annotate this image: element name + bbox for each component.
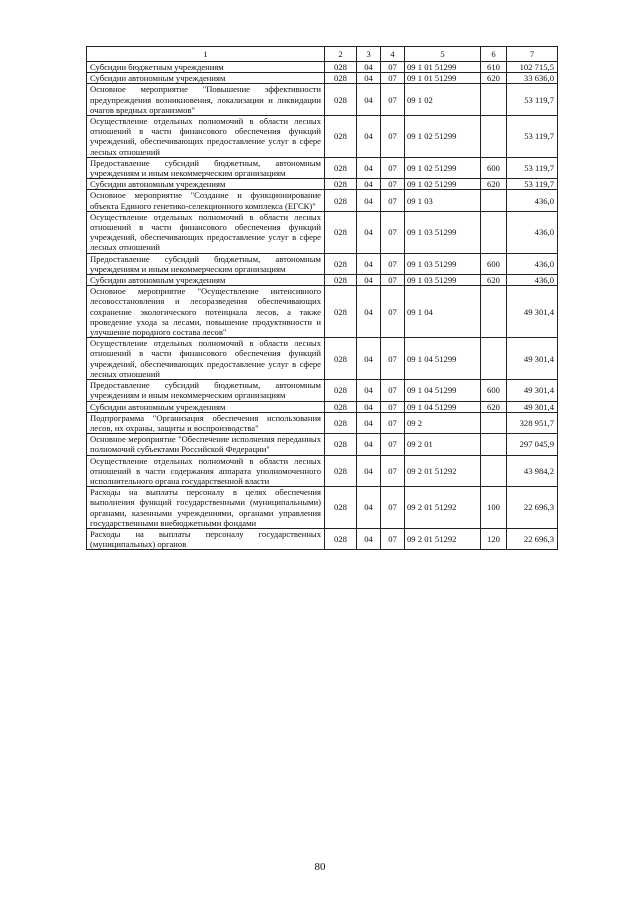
header-row	[87, 47, 558, 62]
section-code-cell: 04	[357, 380, 381, 401]
section-code-cell: 04	[357, 211, 381, 253]
admin-code-cell: 028	[325, 116, 357, 158]
target-article-cell: 09 2 01 51292	[405, 528, 481, 549]
row-name-cell: Осуществление отдельных полномочий в области лесных отношений в части финансового обеспечения функций учреждений, обеспечивающих предоставление услуг в сфере лесных отношений	[87, 116, 325, 158]
table-row	[87, 412, 558, 433]
target-article-cell: 09 1 02	[405, 84, 481, 116]
table-row	[87, 338, 558, 380]
admin-code-cell: 028	[325, 455, 357, 487]
row-name-cell: Предоставление субсидий бюджетным, автономным учреждениям и иным некоммерческим организациям	[87, 157, 325, 178]
admin-code-cell: 028	[325, 401, 357, 412]
section-code-cell: 04	[357, 179, 381, 190]
target-article-cell: 09 1 02 51299	[405, 116, 481, 158]
target-article-cell: 09 1 04 51299	[405, 401, 481, 412]
expense-type-cell	[481, 338, 507, 380]
admin-code-cell: 028	[325, 380, 357, 401]
subsection-code-cell: 07	[381, 211, 405, 253]
table-row	[87, 253, 558, 274]
admin-code-cell: 028	[325, 253, 357, 274]
section-code-cell: 04	[357, 434, 381, 455]
admin-code-cell: 028	[325, 157, 357, 178]
subsection-code-cell: 07	[381, 487, 405, 529]
table-row	[87, 380, 558, 401]
table-row	[87, 179, 558, 190]
admin-code-cell: 028	[325, 211, 357, 253]
amount-cell: 436,0	[507, 275, 558, 286]
subsection-code-cell: 07	[381, 401, 405, 412]
section-code-cell: 04	[357, 73, 381, 84]
amount-cell: 436,0	[507, 190, 558, 211]
section-code-cell: 04	[357, 528, 381, 549]
table-row	[87, 84, 558, 116]
section-code-cell: 04	[357, 487, 381, 529]
subsection-code-cell: 07	[381, 179, 405, 190]
amount-cell: 102 715,5	[507, 62, 558, 73]
expense-type-cell: 610	[481, 62, 507, 73]
expense-type-cell: 100	[481, 487, 507, 529]
section-code-cell: 04	[357, 275, 381, 286]
subsection-code-cell: 07	[381, 73, 405, 84]
subsection-code-cell: 07	[381, 253, 405, 274]
section-code-cell: 04	[357, 401, 381, 412]
table-row	[87, 401, 558, 412]
admin-code-cell: 028	[325, 286, 357, 338]
row-name-cell: Субсидии автономным учреждениям	[87, 179, 325, 190]
table-row	[87, 286, 558, 338]
table-row	[87, 275, 558, 286]
admin-code-cell: 028	[325, 84, 357, 116]
section-code-cell: 04	[357, 190, 381, 211]
amount-cell: 33 636,0	[507, 73, 558, 84]
table-row	[87, 487, 558, 529]
subsection-code-cell: 07	[381, 455, 405, 487]
subsection-code-cell: 07	[381, 62, 405, 73]
admin-code-cell: 028	[325, 434, 357, 455]
row-name-cell: Расходы на выплаты персоналу государственных (муниципальных) органов	[87, 528, 325, 549]
subsection-code-cell: 07	[381, 338, 405, 380]
budget-table	[86, 46, 558, 550]
expense-type-cell	[481, 211, 507, 253]
row-name-cell: Основное мероприятие "Создание и функционирование объекта Единого генетико-селекционного комплекса (ЕГСК)"	[87, 190, 325, 211]
target-article-cell: 09 1 01 51299	[405, 73, 481, 84]
amount-cell: 49 301,4	[507, 401, 558, 412]
subsection-code-cell: 07	[381, 116, 405, 158]
target-article-cell: 09 1 02 51299	[405, 179, 481, 190]
row-name-cell: Субсидии бюджетным учреждениям	[87, 62, 325, 73]
subsection-code-cell: 07	[381, 84, 405, 116]
table-row	[87, 73, 558, 84]
header-cell: 4	[381, 47, 405, 62]
table-row	[87, 116, 558, 158]
expense-type-cell: 120	[481, 528, 507, 549]
target-article-cell: 09 1 02 51299	[405, 157, 481, 178]
subsection-code-cell: 07	[381, 380, 405, 401]
expense-type-cell: 620	[481, 275, 507, 286]
amount-cell: 436,0	[507, 253, 558, 274]
subsection-code-cell: 07	[381, 190, 405, 211]
page-number: 80	[314, 861, 326, 873]
section-code-cell: 04	[357, 412, 381, 433]
row-name-cell: Субсидии автономным учреждениям	[87, 275, 325, 286]
row-name-cell: Осуществление отдельных полномочий в области лесных отношений в части содержания аппарата уполномоченного исполнительного органа государственной власти	[87, 455, 325, 487]
expense-type-cell: 600	[481, 253, 507, 274]
expense-type-cell	[481, 84, 507, 116]
subsection-code-cell: 07	[381, 528, 405, 549]
row-name-cell: Подпрограмма "Организация обеспечения использования лесов, их охраны, защиты и воспроизводства"	[87, 412, 325, 433]
admin-code-cell: 028	[325, 528, 357, 549]
subsection-code-cell: 07	[381, 286, 405, 338]
subsection-code-cell: 07	[381, 157, 405, 178]
row-name-cell: Осуществление отдельных полномочий в области лесных отношений в части финансового обеспечения функций учреждений, обеспечивающих предоставление услуг в сфере лесных отношений	[87, 338, 325, 380]
admin-code-cell: 028	[325, 62, 357, 73]
amount-cell: 53 119,7	[507, 157, 558, 178]
row-name-cell: Предоставление субсидий бюджетным, автономным учреждениям и иным некоммерческим организациям	[87, 253, 325, 274]
table-row	[87, 211, 558, 253]
row-name-cell: Расходы на выплаты персоналу в целях обеспечения выполнения функций государственными (муниципальными) органами, казенными учреждениями, органами управления государственными внебюджетными фондами	[87, 487, 325, 529]
table-row	[87, 434, 558, 455]
amount-cell: 49 301,4	[507, 338, 558, 380]
target-article-cell: 09 2	[405, 412, 481, 433]
subsection-code-cell: 07	[381, 412, 405, 433]
section-code-cell: 04	[357, 62, 381, 73]
amount-cell: 53 119,7	[507, 116, 558, 158]
admin-code-cell: 028	[325, 275, 357, 286]
table-row	[87, 157, 558, 178]
section-code-cell: 04	[357, 116, 381, 158]
amount-cell: 328 951,7	[507, 412, 558, 433]
target-article-cell: 09 1 03 51299	[405, 253, 481, 274]
expense-type-cell	[481, 434, 507, 455]
section-code-cell: 04	[357, 338, 381, 380]
admin-code-cell: 028	[325, 190, 357, 211]
amount-cell: 436,0	[507, 211, 558, 253]
subsection-code-cell: 07	[381, 434, 405, 455]
target-article-cell: 09 2 01 51292	[405, 487, 481, 529]
target-article-cell: 09 1 04 51299	[405, 338, 481, 380]
table-row	[87, 190, 558, 211]
admin-code-cell: 028	[325, 338, 357, 380]
row-name-cell: Основное мероприятие "Осуществление интенсивного лесовосстановления и лесоразведения обеспечивающих сохранение экологического потенциала лесов, а также проведение ухода за лесами, повышение продуктивности и улучшение породного состава лесов"	[87, 286, 325, 338]
section-code-cell: 04	[357, 455, 381, 487]
header-cell: 3	[357, 47, 381, 62]
amount-cell: 53 119,7	[507, 84, 558, 116]
header-cell: 7	[507, 47, 558, 62]
section-code-cell: 04	[357, 286, 381, 338]
target-article-cell: 09 1 03	[405, 190, 481, 211]
row-name-cell: Предоставление субсидий бюджетным, автономным учреждениям и иным некоммерческим организациям	[87, 380, 325, 401]
expense-type-cell: 600	[481, 380, 507, 401]
table-row	[87, 528, 558, 549]
header-cell: 5	[405, 47, 481, 62]
row-name-cell: Осуществление отдельных полномочий в области лесных отношений в части финансового обеспечения функций учреждений, обеспечивающих предоставление услуг в сфере лесных отношений	[87, 211, 325, 253]
target-article-cell: 09 2 01	[405, 434, 481, 455]
target-article-cell: 09 1 04	[405, 286, 481, 338]
row-name-cell: Основное мероприятие "Обеспечение исполнения переданных полномочий субъектами Российской Федерации"	[87, 434, 325, 455]
expense-type-cell: 620	[481, 179, 507, 190]
amount-cell: 22 696,3	[507, 487, 558, 529]
target-article-cell: 09 1 03 51299	[405, 211, 481, 253]
target-article-cell: 09 1 01 51299	[405, 62, 481, 73]
target-article-cell: 09 1 03 51299	[405, 275, 481, 286]
expense-type-cell	[481, 286, 507, 338]
expense-type-cell: 600	[481, 157, 507, 178]
amount-cell: 49 301,4	[507, 286, 558, 338]
admin-code-cell: 028	[325, 179, 357, 190]
admin-code-cell: 028	[325, 487, 357, 529]
target-article-cell: 09 2 01 51292	[405, 455, 481, 487]
subsection-code-cell: 07	[381, 275, 405, 286]
admin-code-cell: 028	[325, 73, 357, 84]
row-name-cell: Субсидии автономным учреждениям	[87, 73, 325, 84]
amount-cell: 297 045,9	[507, 434, 558, 455]
table-row	[87, 455, 558, 487]
section-code-cell: 04	[357, 157, 381, 178]
expense-type-cell: 620	[481, 401, 507, 412]
amount-cell: 49 301,4	[507, 380, 558, 401]
target-article-cell: 09 1 04 51299	[405, 380, 481, 401]
header-cell: 6	[481, 47, 507, 62]
row-name-cell: Субсидии автономным учреждениям	[87, 401, 325, 412]
expense-type-cell: 620	[481, 73, 507, 84]
expense-type-cell	[481, 455, 507, 487]
header-cell: 2	[325, 47, 357, 62]
section-code-cell: 04	[357, 253, 381, 274]
amount-cell: 22 696,3	[507, 528, 558, 549]
table-row	[87, 62, 558, 73]
amount-cell: 53 119,7	[507, 179, 558, 190]
expense-type-cell	[481, 412, 507, 433]
section-code-cell: 04	[357, 84, 381, 116]
expense-type-cell	[481, 190, 507, 211]
expense-type-cell	[481, 116, 507, 158]
header-cell: 1	[87, 47, 325, 62]
row-name-cell: Основное мероприятие "Повышение эффективности предупреждения возникновения, локализации и ликвидации очагов вредных организмов"	[87, 84, 325, 116]
amount-cell: 43 984,2	[507, 455, 558, 487]
admin-code-cell: 028	[325, 412, 357, 433]
